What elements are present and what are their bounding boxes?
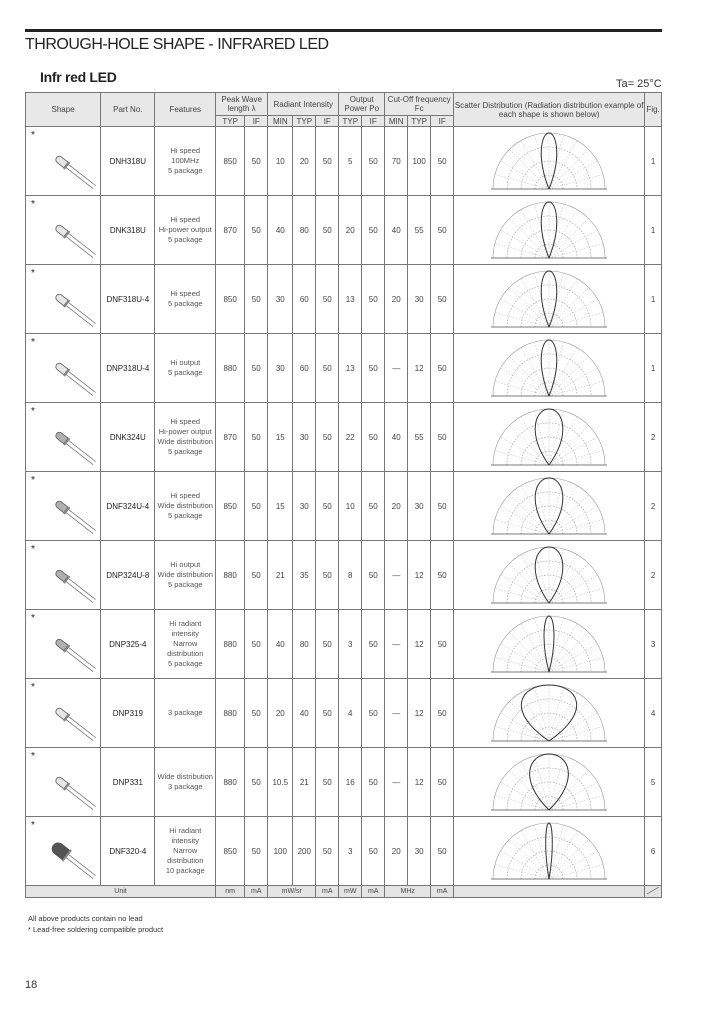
table-row: [26, 610, 662, 679]
shape-cell: [26, 265, 101, 334]
features-cell: [155, 679, 216, 748]
scatter-distribution-cell: [454, 265, 645, 334]
feature-line: Wide distribution: [157, 501, 213, 510]
radiant-if: 50: [316, 127, 339, 196]
shape-cell: [26, 472, 101, 541]
cutoff-min: —: [385, 748, 408, 817]
radiant-typ: 35: [293, 541, 316, 610]
feature-line: 5 package: [167, 511, 203, 520]
radiation-pattern-diagram: [484, 198, 614, 262]
shape-cell: [26, 127, 101, 196]
cutoff-typ: 12: [408, 610, 431, 679]
radiation-pattern-diagram: [484, 336, 614, 400]
cutoff-typ: 100: [408, 127, 431, 196]
radiant-typ: 21: [293, 748, 316, 817]
lead-free-mark: *: [31, 337, 35, 348]
led-drawing: [34, 273, 99, 333]
fig-number: 2: [645, 472, 662, 541]
wavelength-if: 50: [245, 265, 268, 334]
header-radiant-intensity: Radiant Intensity: [268, 93, 339, 116]
cutoff-typ: 30: [408, 265, 431, 334]
power-if: 50: [362, 403, 385, 472]
unit-ma: mA: [316, 886, 339, 898]
scatter-distribution-cell: [454, 403, 645, 472]
cutoff-min: —: [385, 334, 408, 403]
radiant-min: 40: [268, 196, 293, 265]
peak-wavelength: 880: [216, 610, 245, 679]
feature-line: 5 package: [167, 447, 203, 456]
cutoff-if: 50: [431, 472, 454, 541]
led-shape: [34, 687, 99, 747]
shape-cell: [26, 196, 101, 265]
led-drawing: [34, 756, 99, 816]
table-row: [26, 472, 662, 541]
page-number: 18: [25, 979, 38, 991]
output-power: 22: [339, 403, 362, 472]
features-cell: [155, 610, 216, 679]
output-power: 20: [339, 196, 362, 265]
table-row: [26, 196, 662, 265]
cutoff-if: 50: [431, 817, 454, 886]
radiant-typ: 80: [293, 610, 316, 679]
shape-cell: [26, 403, 101, 472]
radiation-pattern-diagram: [484, 129, 614, 193]
features-cell: [155, 127, 216, 196]
led-shape: [34, 825, 99, 885]
radiation-pattern-diagram: [484, 612, 614, 676]
radiation-pattern-diagram: [484, 474, 614, 538]
shape-cell: [26, 817, 101, 886]
radiant-min: 30: [268, 334, 293, 403]
peak-wavelength: 880: [216, 679, 245, 748]
led-shape: [34, 480, 99, 540]
wavelength-if: 50: [245, 610, 268, 679]
radiant-min: 30: [268, 265, 293, 334]
led-drawing: [34, 549, 99, 609]
table-row: [26, 748, 662, 817]
radiation-pattern-diagram: [484, 819, 614, 883]
peak-wavelength: 870: [216, 403, 245, 472]
output-power: 8: [339, 541, 362, 610]
unit-ma: mA: [362, 886, 385, 898]
led-drawing: [34, 135, 99, 195]
lead-free-mark: *: [31, 613, 35, 624]
led-shape: [34, 135, 99, 195]
peak-wavelength: 880: [216, 334, 245, 403]
radiant-if: 50: [316, 679, 339, 748]
output-power: 16: [339, 748, 362, 817]
part-number: DNP319: [101, 679, 155, 748]
wavelength-if: 50: [245, 472, 268, 541]
header-output-power: Output Power Po: [339, 93, 385, 116]
lead-free-mark: *: [31, 682, 35, 693]
feature-line: Narrow: [173, 846, 198, 855]
feature-line: Hi speed: [170, 146, 201, 155]
feature-line: 5 package: [167, 368, 203, 377]
cutoff-typ: 55: [408, 196, 431, 265]
power-if: 50: [362, 472, 385, 541]
wavelength-if: 50: [245, 748, 268, 817]
footnote-lead: All above products contain no lead: [28, 914, 143, 923]
cutoff-min: 70: [385, 127, 408, 196]
radiant-if: 50: [316, 817, 339, 886]
feature-line: distribution: [167, 649, 204, 658]
lead-free-mark: *: [31, 820, 35, 831]
table-row: [26, 817, 662, 886]
features-cell: [155, 472, 216, 541]
radiant-if: 50: [316, 334, 339, 403]
lead-free-mark: *: [31, 475, 35, 486]
radiant-if: 50: [316, 403, 339, 472]
table-row: [26, 265, 662, 334]
feature-line: Hi speed: [170, 289, 201, 298]
section-subtitle: Infr red LED: [40, 69, 117, 85]
wavelength-if: 50: [245, 196, 268, 265]
feature-line: 5 package: [167, 166, 203, 175]
footnote-lead-free: * Lead-free soldering compatible product: [28, 925, 164, 934]
radiant-min: 10.5: [268, 748, 293, 817]
radiant-typ: 20: [293, 127, 316, 196]
cutoff-min: 20: [385, 817, 408, 886]
wavelength-if: 50: [245, 541, 268, 610]
part-number: DNP325-4: [101, 610, 155, 679]
cutoff-min: —: [385, 679, 408, 748]
table-row: [26, 541, 662, 610]
wavelength-if: 50: [245, 403, 268, 472]
features-cell: [155, 403, 216, 472]
led-shape: [34, 411, 99, 471]
feature-line: 100MHz: [171, 156, 200, 165]
feature-line: intensity: [171, 629, 199, 638]
subheader-typ: TYP: [408, 116, 431, 127]
cutoff-if: 50: [431, 403, 454, 472]
radiant-if: 50: [316, 610, 339, 679]
radiant-min: 15: [268, 472, 293, 541]
radiant-typ: 60: [293, 265, 316, 334]
header-features: Features: [155, 93, 216, 127]
radiant-min: 100: [268, 817, 293, 886]
power-if: 50: [362, 334, 385, 403]
cutoff-min: —: [385, 610, 408, 679]
led-shape: [34, 618, 99, 678]
radiation-pattern-diagram: [484, 267, 614, 331]
cutoff-min: 20: [385, 472, 408, 541]
led-drawing: [34, 687, 99, 747]
wavelength-if: 50: [245, 127, 268, 196]
feature-line: Narrow: [173, 639, 198, 648]
header-peak-wavelength: Peak Wave length λ: [216, 93, 268, 116]
subheader-if: IF: [362, 116, 385, 127]
part-number: DNF318U-4: [101, 265, 155, 334]
feature-line: Hi speed: [170, 491, 201, 500]
peak-wavelength: 850: [216, 265, 245, 334]
scatter-distribution-cell: [454, 610, 645, 679]
table-row: [26, 403, 662, 472]
unit-mw: mW: [339, 886, 362, 898]
radiant-typ: 30: [293, 472, 316, 541]
radiant-if: 50: [316, 265, 339, 334]
radiant-if: 50: [316, 541, 339, 610]
cutoff-if: 50: [431, 265, 454, 334]
part-number: DNP318U-4: [101, 334, 155, 403]
radiation-pattern-diagram: [484, 405, 614, 469]
radiation-pattern-diagram: [484, 543, 614, 607]
scatter-distribution-cell: [454, 748, 645, 817]
shape-cell: [26, 610, 101, 679]
cutoff-typ: 55: [408, 403, 431, 472]
led-drawing: [34, 342, 99, 402]
unit-row: [26, 886, 662, 898]
feature-line: distribution: [167, 856, 204, 865]
unit-label: Unit: [26, 886, 216, 898]
radiation-pattern-diagram: [484, 681, 614, 745]
unit-ma: mA: [431, 886, 454, 898]
feature-line: 5 package: [167, 659, 203, 668]
fig-number: 1: [645, 334, 662, 403]
peak-wavelength: 870: [216, 196, 245, 265]
lead-free-mark: *: [31, 130, 35, 141]
radiant-min: 15: [268, 403, 293, 472]
radiant-min: 21: [268, 541, 293, 610]
cutoff-if: 50: [431, 610, 454, 679]
feature-line: Hi output: [170, 358, 201, 367]
feature-line: Hi radiant: [169, 826, 202, 835]
cutoff-typ: 12: [408, 334, 431, 403]
cutoff-min: 40: [385, 403, 408, 472]
radiant-if: 50: [316, 196, 339, 265]
power-if: 50: [362, 748, 385, 817]
cutoff-if: 50: [431, 196, 454, 265]
scatter-distribution-cell: [454, 817, 645, 886]
led-drawing: [34, 204, 99, 264]
output-power: 13: [339, 265, 362, 334]
subheader-min: MIN: [385, 116, 408, 127]
features-cell: [155, 748, 216, 817]
subheader-if: IF: [431, 116, 454, 127]
lead-free-mark: *: [31, 199, 35, 210]
features-cell: [155, 334, 216, 403]
feature-line: Hi radiant: [169, 619, 202, 628]
ambient-temperature: Ta= 25°C: [616, 78, 662, 90]
header-scatter-distribution: Scatter Distribution (Radiation distribution example of each shape is shown below): [454, 93, 645, 127]
output-power: 4: [339, 679, 362, 748]
peak-wavelength: 880: [216, 541, 245, 610]
output-power: 5: [339, 127, 362, 196]
part-number: DNF320-4: [101, 817, 155, 886]
power-if: 50: [362, 265, 385, 334]
cutoff-if: 50: [431, 679, 454, 748]
table-row: [26, 679, 662, 748]
led-shape: [34, 204, 99, 264]
power-if: 50: [362, 817, 385, 886]
top-rule: [25, 29, 662, 32]
header-fig: Fig.: [645, 93, 662, 127]
power-if: 50: [362, 541, 385, 610]
feature-line: Wide distribution: [157, 772, 213, 781]
radiant-if: 50: [316, 748, 339, 817]
cutoff-typ: 30: [408, 472, 431, 541]
power-if: 50: [362, 196, 385, 265]
power-if: 50: [362, 127, 385, 196]
shape-cell: [26, 541, 101, 610]
unit-ma: mA: [245, 886, 268, 898]
table-row: [26, 334, 662, 403]
subheader-if: IF: [316, 116, 339, 127]
table-row: [26, 127, 662, 196]
feature-line: 5 package: [167, 580, 203, 589]
cutoff-if: 50: [431, 541, 454, 610]
unit-diagonal: [645, 886, 662, 898]
feature-line: Hi output: [170, 560, 201, 569]
shape-cell: [26, 679, 101, 748]
radiant-typ: 80: [293, 196, 316, 265]
scatter-distribution-cell: [454, 334, 645, 403]
cutoff-typ: 12: [408, 748, 431, 817]
header-cutoff-frequency: Cut-Off frequency Fc: [385, 93, 454, 116]
output-power: 10: [339, 472, 362, 541]
cutoff-min: —: [385, 541, 408, 610]
led-shape: [34, 342, 99, 402]
peak-wavelength: 850: [216, 472, 245, 541]
radiant-min: 40: [268, 610, 293, 679]
lead-free-mark: *: [31, 544, 35, 555]
led-shape: [34, 756, 99, 816]
features-cell: [155, 196, 216, 265]
cutoff-typ: 12: [408, 541, 431, 610]
shape-cell: [26, 334, 101, 403]
page-title: THROUGH-HOLE SHAPE - INFRARED LED: [25, 36, 329, 53]
cutoff-typ: 30: [408, 817, 431, 886]
fig-number: 2: [645, 403, 662, 472]
subheader-min: MIN: [268, 116, 293, 127]
led-drawing: [34, 618, 99, 678]
power-if: 50: [362, 679, 385, 748]
feature-line: Hi-power output: [158, 427, 212, 436]
radiation-pattern-diagram: [484, 750, 614, 814]
part-number: DNP324U-8: [101, 541, 155, 610]
feature-line: 5 package: [167, 235, 203, 244]
scatter-distribution-cell: [454, 541, 645, 610]
features-cell: [155, 817, 216, 886]
lead-free-mark: *: [31, 751, 35, 762]
wavelength-if: 50: [245, 817, 268, 886]
cutoff-min: 20: [385, 265, 408, 334]
scatter-distribution-cell: [454, 127, 645, 196]
output-power: 3: [339, 610, 362, 679]
radiant-if: 50: [316, 472, 339, 541]
radiant-typ: 40: [293, 679, 316, 748]
subheader-typ: TYP: [293, 116, 316, 127]
power-if: 50: [362, 610, 385, 679]
cutoff-min: 40: [385, 196, 408, 265]
output-power: 13: [339, 334, 362, 403]
cutoff-typ: 12: [408, 679, 431, 748]
feature-line: intensity: [171, 836, 199, 845]
features-cell: [155, 541, 216, 610]
part-number: DNK324U: [101, 403, 155, 472]
lead-free-mark: *: [31, 268, 35, 279]
fig-number: 4: [645, 679, 662, 748]
fig-number: 3: [645, 610, 662, 679]
spec-table: [25, 92, 662, 898]
subheader-typ: TYP: [339, 116, 362, 127]
unit-nm: nm: [216, 886, 245, 898]
feature-line: Wide distribution: [157, 570, 213, 579]
wavelength-if: 50: [245, 334, 268, 403]
scatter-distribution-cell: [454, 472, 645, 541]
peak-wavelength: 850: [216, 127, 245, 196]
radiant-min: 10: [268, 127, 293, 196]
feature-line: 3 package: [167, 708, 203, 717]
part-number: DNF324U-4: [101, 472, 155, 541]
fig-number: 1: [645, 127, 662, 196]
part-number: DNH318U: [101, 127, 155, 196]
peak-wavelength: 850: [216, 817, 245, 886]
cutoff-if: 50: [431, 748, 454, 817]
peak-wavelength: 880: [216, 748, 245, 817]
radiant-typ: 200: [293, 817, 316, 886]
lead-free-mark: *: [31, 406, 35, 417]
part-number: DNP331: [101, 748, 155, 817]
fig-number: 1: [645, 265, 662, 334]
feature-line: 5 package: [167, 299, 203, 308]
header-shape: Shape: [26, 93, 101, 127]
led-shape: [34, 549, 99, 609]
radiant-min: 20: [268, 679, 293, 748]
subheader-typ: TYP: [216, 116, 245, 127]
unit-empty: [454, 886, 645, 898]
feature-line: Hi speed: [170, 417, 201, 426]
led-drawing: [34, 411, 99, 471]
unit-mhz: MHz: [385, 886, 431, 898]
fig-number: 6: [645, 817, 662, 886]
feature-line: 10 package: [165, 866, 205, 875]
cutoff-if: 50: [431, 334, 454, 403]
fig-number: 2: [645, 541, 662, 610]
output-power: 3: [339, 817, 362, 886]
led-shape: [34, 273, 99, 333]
led-drawing: [34, 825, 99, 885]
fig-number: 5: [645, 748, 662, 817]
features-cell: [155, 265, 216, 334]
led-drawing: [34, 480, 99, 540]
feature-line: Hi-power output: [158, 225, 212, 234]
part-number: DNK318U: [101, 196, 155, 265]
scatter-distribution-cell: [454, 679, 645, 748]
unit-mwsr: mW/sr: [268, 886, 316, 898]
wavelength-if: 50: [245, 679, 268, 748]
feature-line: Wide distribution: [157, 437, 213, 446]
fig-number: 1: [645, 196, 662, 265]
feature-line: 3 package: [167, 782, 203, 791]
radiant-typ: 30: [293, 403, 316, 472]
subheader-if: IF: [245, 116, 268, 127]
scatter-distribution-cell: [454, 196, 645, 265]
shape-cell: [26, 748, 101, 817]
radiant-typ: 60: [293, 334, 316, 403]
header-part-no: Part No.: [101, 93, 155, 127]
cutoff-if: 50: [431, 127, 454, 196]
feature-line: Hi speed: [170, 215, 201, 224]
